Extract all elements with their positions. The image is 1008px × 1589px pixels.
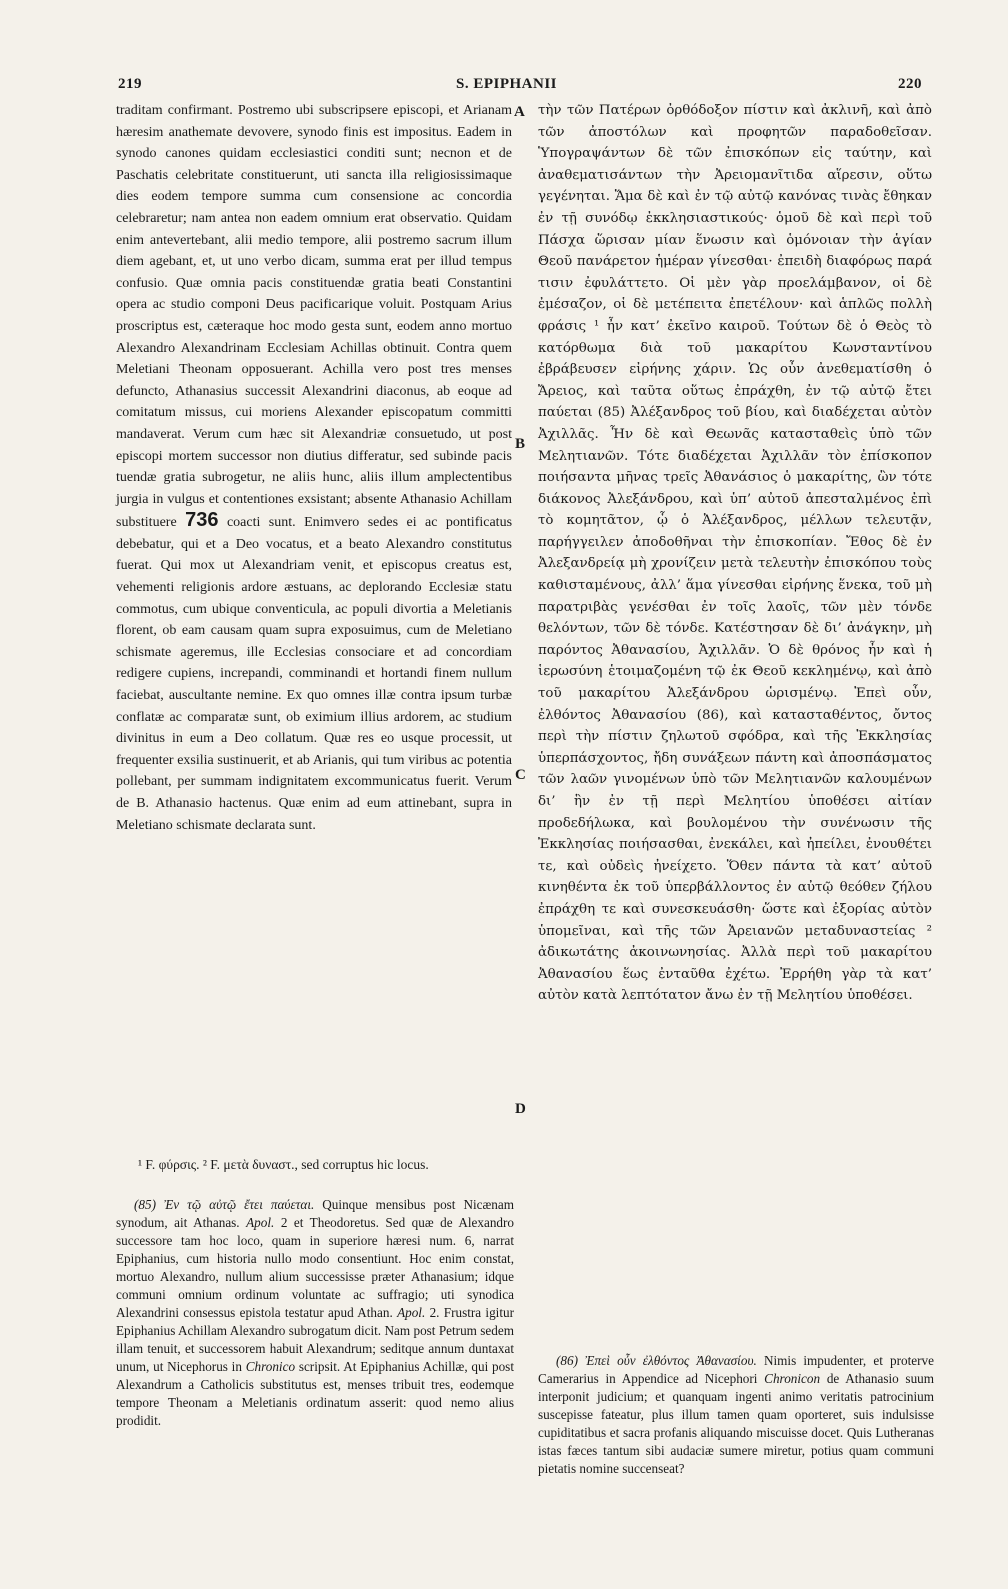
- note-85-text-c: 2. Frustra igitur Epiphanius Achillam Alexandro subrogatum dicit. Nam post Petrum sedem illam tenuit, et successorem habuit Alexandrum; seditque annum duntaxat unum, ut Nicephorus in: [116, 1305, 514, 1374]
- footnote-line: ¹ F. φύρσις. ² F. μετὰ δυναστ., sed corruptus hic locus.: [138, 1157, 429, 1172]
- greek-paragraph: τὴν τῶν Πατέρων ὀρθόδοξον πίστιν καὶ ἀκλινῆ, καὶ ἀπὸ τῶν ἀποστόλων καὶ προφητῶν παραδοθεῖσαν. Ὑπογραψάντων δὲ τῶν ἐπισκόπων εἰς ταύτην, καὶ ἀναθεματισάντων τὴν Ἀρειομανῖτιδα αἵρεσιν, οὕτω γεγένηται. Ἅμα δὲ καὶ ἐν τῷ αὐτῷ κανόνας τινὰς ἔθηκαν ἐν τῇ συνόδῳ ἐκκλησιαστικούς· ὁμοῦ δὲ καὶ περὶ τοῦ Πάσχα ὥρισαν μίαν ἕνωσιν καὶ ὁμόνοιαν τὴν ἁγίαν Θεοῦ πανάρετον ἡμέραν γίνεσθαι· ἐπειδὴ διαφόρως παρά τισιν ἐφυλάττετο. Οἱ μὲν γὰρ προελάμβανον, οἱ δὲ ἐμέσαζον, οἱ δὲ μετέπειτα ἐπετέλουν· καὶ ἁπλῶς πολλὴ φράσις ¹ ἦν κατ’ ἐκεῖνο καιροῦ. Τούτων δὲ ὁ Θεὸς τὸ κατόρθωμα διὰ τοῦ μακαρίτου Κωνσταντίνου ἐβράβευσεν εἰρήνης χάριν. Ὡς οὖν ἀνεθεματίσθη ὁ Ἄρειος, καὶ ταῦτα οὕτως ἐπράχθη, ἐν τῷ αὐτῷ ἔτει παύεται (85) Ἀλέξανδρος τοῦ βίου, καὶ διαδέχεται αὐτὸν Ἀχιλλᾶς. Ἦν δὲ καὶ Θεωνᾶς κατασταθεὶς ὑπὸ τῶν Μελητιανῶν. Τότε διαδέχεται Ἀχιλλᾶν τὸν ἐπίσκοπον ποιήσαντα μῆνας τρεῖς Ἀθανάσιος ὁ μακαρίτης, ὢν τότε διάκονος Ἀλεξάνδρου, καὶ ὑπ’ αὐτοῦ ἀπεσταλμένος ἐπὶ τὸ κομητᾶτον, ᾧ ὁ Ἀλέξανδρος, μέλλων τελευτᾷν, παρήγγειλεν ἀποδοθῆναι τὴν ἐπισκοπίαν. Ἔθος δὲ ἐν Ἀλεξανδρείᾳ μὴ χρονίζειν μετὰ τελευτὴν ἐπισκόπου τοὺς καθισταμένους, ἀλλ’ ἅμα γίνεσθαι εἰρήνης ἕνεκα, τοῦ μὴ παρατριβὰς γενέσθαι ἐν τοῖς λαοῖς, τῶν μὲν τόνδε θελόντων, τῶν δὲ τόνδε. Κατέστησαν δὲ δι’ ἀνάγκην, μὴ παρόντος Ἀθανασίου, Ἀχιλλᾶν. Ὁ δὲ θρόνος ἦν καὶ ἡ ἱερωσύνη ἑτοιμαζομένη τῷ ἐκ Θεοῦ κεκλημένῳ, καὶ ἀπὸ τοῦ μακαρίτου Ἀλεξάνδρου ὡρισμένῳ. Ἐπεὶ οὖν, ἐλθόντος Ἀθανασίου (86), καὶ κατασταθέντος, ὄντος περὶ τὴν πίστιν ζηλωτοῦ σφόδρα, καὶ τῆς Ἐκκλησίας ὑπερπάσχοντος, ἤδη συνάξεων πάντη καὶ ἀποσπάσματος τῶν λαῶν γινομένων ὑπὸ τῶν Μελητιανῶν καλουμένων δι’ ἣν ἐν τῇ περὶ Μελητίου ὑποθέσει αἰτίαν προδεδήλωκα, καὶ βουλομένου τὴν συνένωσιν τῆς Ἐκκλησίας ποιήσασθαι, ἐνεκάλει, καὶ ἠπείλει, ἐνουθέτει τε, καὶ οὐδεὶς ἠνείχετο. Ὅθεν πάντα τὰ κατ’ αὐτοῦ κινηθέντα ἐκ τοῦ ὑπερβάλλοντος ἐν αὐτῷ θεόθεν ζήλου ἐπράχθη τε καὶ συνεσκευάσθη· ὥστε καὶ ἐξορίας αὐτὸν ὑπομεῖναι, καὶ τῆς τῶν Ἀρειανῶν μεταδυναστείας ² ἀδικωτάτης ἀκοινωνησίας. Ἀλλὰ περὶ τοῦ μακαρίτου Ἀθανασίου ἕως ἐνταῦθα ἐχέτω. Ἐρρήθη γὰρ τὰ κατ’ αὐτὸν κατὰ λεπτότατον ἄνω ἐν τῇ Μελητίου ὑποθέσει.: [538, 103, 932, 1004]
- note-85-apol-2: Apol.: [397, 1305, 426, 1320]
- note-86-lemma: (86) Ἐπεὶ οὖν ἐλθόντος Ἀθανασίου.: [556, 1353, 757, 1368]
- margin-letter-b: B: [515, 436, 526, 452]
- note-86-text-b: de Athanasio suum interponit judicium; et quanquam ingenti animo veritatis patrocinium suscepisse fateatur, plus illum tamen quam oporteret, suis indulsisse cupiditatibus et sacra profanis aliquando miscuisse docet. Quis Lutheranas istas fæces tantum sibi audaciæ sumere miretur, potius quam communi pietatis nomine succenseat?: [538, 1371, 935, 1476]
- right-page-number: 220: [898, 76, 922, 92]
- column-number: 736: [185, 509, 219, 532]
- note-86-chronicon: Chronicon: [764, 1371, 821, 1386]
- note-86: [538, 1352, 934, 1478]
- latin-text-part-2: coacti sunt. Enimvero sedes ei ac pontificatus debebatur, qui et a Deo vocatus, et a beato Alexandro constitutus fuerat. Qui mox ut Alexandriam venit, et episcopus creatus est, vehementi religionis ardore æstuans, ac deplorando Ecclesiæ statu commotus, cum ubique conventicula, ac populi divortia a Meletianis florent, ob eam causam quam supra exposuimus, cum de Meletiano schismate ageremus, ille Ecclesias consociare et ad concordiam redigere cupiens, increpandi, comminandi et hortandi finem nullum faciebat, auscultante nemine. Ex quo omnes illæ contra ipsum turbæ conflatæ ac comparatæ sunt, ob eximium illius ardorem, ac studium divinitus in eum a Deo collatum. Quæ res eo usque processit, ut frequenter exsilia sustinuerit, et ab Arianis, qui tum viribus ac potentia pollebant, per summam indignitatem excommunicatus fuerit. Verum de B. Athanasio hactenus. Quæ enim ad eum attinebant, supra in Meletiano schismate declarata sunt.: [116, 515, 513, 833]
- latin-paragraph: [116, 100, 512, 836]
- running-title: S. EPIPHANII: [456, 76, 558, 92]
- note-85-text-b: 2 et Theodoretus. Sed quæ de Alexandro successore tam hoc loco, quam in superiore hæresi num. 6, narrat Epiphanius, cum historia nullo modo consentiunt. Hoc enim constat, mortuo Alexandro, nullum alium successisse præter Athanasium; idque communi omnium ordinum voluntate ac suffragio; uti synodica Alexandrini consessus epistola testatur apud Athan.: [116, 1215, 515, 1320]
- greek-column: [538, 100, 932, 1007]
- latin-column: [116, 100, 512, 836]
- note-85-text-d: scripsit. At Epiphanius Achillæ, qui post Alexandrum a Catholicis substitutus est, menses tribuit tres, eodemque tempore Theonam a Meletianis ordinatum asserit: quod nemo alius prodidit.: [116, 1359, 514, 1428]
- note-85-chronico: Chronico: [245, 1359, 296, 1374]
- note-86-text-a: Nimis impudenter, et proterve Camerarius in Appendice ad Nicephori: [538, 1353, 934, 1386]
- note-85: [116, 1196, 514, 1430]
- margin-letter-a: A: [514, 104, 525, 120]
- note-85-lemma: (85) Ἐν τῷ αὐτῷ ἔτει παύεται.: [134, 1197, 315, 1212]
- note-85-text-a: Quinque mensibus post Nicænam synodum, ait Athanas.: [116, 1197, 514, 1230]
- margin-letter-c: C: [515, 767, 526, 783]
- margin-letter-d: D: [515, 1101, 526, 1117]
- note-85-apol: Apol.: [246, 1215, 275, 1230]
- left-page-number: 219: [118, 76, 142, 92]
- latin-text-part-1: traditam confirmant. Postremo ubi subscripsere episcopi, et Arianam hæresim anathemate devovere, synodo finis est impositus. Eadem in synodo canones quidam ecclesiastici conditi sunt; necnon et de Paschatis celebritate constituerunt, uti sancta illa religiosissimaque dies eodem tempore summa cum consensione ac concordia celebraretur; nam antea non eadem omnium erat observatio. Quidam enim antevertebant, alii medio tempore, alii postremo sacrum illum diem agebant, et, ut uno verbo dicam, summa erat per illud tempus confusio. Quæ omnia pacis constituendæ gratia beati Constantini opera ac studio componi Deus pacificarique voluit. Postquam Arius proscriptus est, cæteraque hoc modo gesta sunt, eodem anno mortuo Alexandro Alexandrinam Ecclesiam Achillas obtinuit. Contra quem Meletiani Theonam opposuerant. Achilla vero post tres menses defuncto, Athanasius successit Alexandrini diaconus, ab eoque ad comitatum missus, cui moriens Alexander episcopatum committi mandaverat. Verum cum hæc sit Alexandriæ consuetudo, ut post episcopi mortem successor non diutius differatur, sed subinde pacis tuendæ gratia subrogetur, ne aliis hunc, aliis illum amplectentibus jurgia in vulgus et contentiones exsistant; absente Athanasio Achillam substituere: [116, 103, 512, 531]
